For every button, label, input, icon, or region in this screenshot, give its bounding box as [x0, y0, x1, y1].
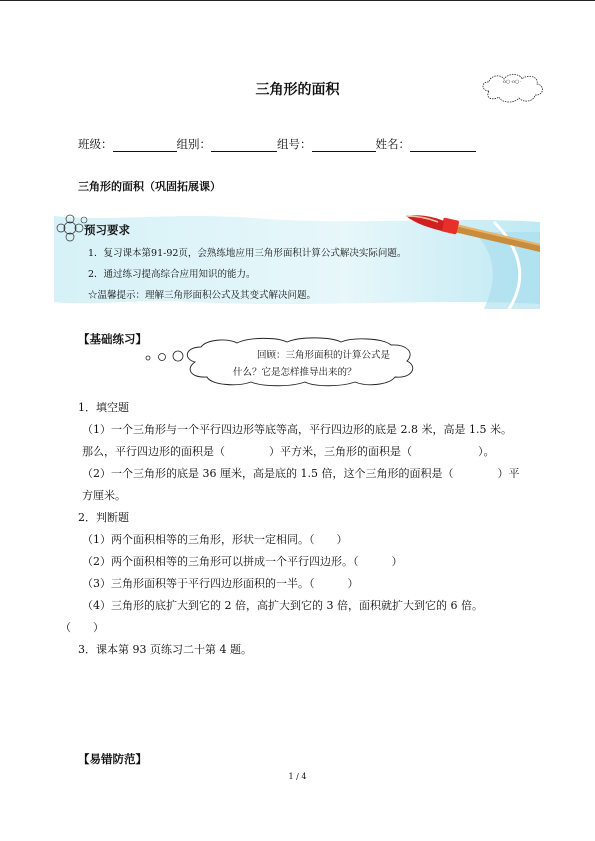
error-prevention-heading: 【易错防范】 [78, 752, 147, 766]
cloud-badge-decoration [479, 71, 545, 105]
class-blank[interactable] [113, 139, 177, 152]
q2-item-2: （2）两个面积相等的三角形可以拼成一个平行四边形。（ ） [82, 555, 403, 568]
lesson-subtitle: 三角形的面积（巩固拓展课） [78, 180, 221, 193]
preview-requirements-box [54, 212, 540, 309]
basic-practice-heading: 【基础练习】 [78, 332, 147, 346]
badge-label: ο○·ο○· [503, 79, 521, 85]
preview-tip: ☆温馨提示：理解三角形面积公式及其变式解决问题。 [88, 290, 317, 301]
preview-heading: 预习要求 [84, 223, 130, 237]
thought-cloud-icon [145, 337, 445, 387]
group-no-blank[interactable] [312, 139, 376, 152]
group-label: 组别： [176, 137, 211, 151]
bubble-text-line-2: 什么？它是怎样推导出来的？ [233, 367, 357, 378]
preview-item-2: 2．通过练习提高综合应用知识的能力。 [88, 269, 256, 280]
q2-item-4-line1: （4）三角形的底扩大到它的 2 倍，高扩大到它的 3 倍，面积就扩大到它的 6 倍。 [82, 599, 483, 612]
page-number: 1 / 4 [288, 772, 307, 781]
q1-part1-line1: （1）一个三角形与一个平行四边形等底等高，平行四边形的底是 2.8 米，高是 1.5 米。 [82, 423, 512, 436]
group-no-label: 组号： [277, 137, 312, 151]
q1-part2-line1: （2）一个三角形的底是 36 厘米，高是底的 1.5 倍，这个三角形的面积是（ ）平 [82, 467, 520, 480]
q2-item-1: （1）两个面积相等的三角形，形状一定相同。（ ） [82, 533, 348, 546]
q1-part1-line2: 那么，平行四边形的面积是（ ）平方米，三角形的面积是（ ）。 [82, 445, 495, 458]
group-blank[interactable] [211, 139, 277, 152]
review-thought-bubble [145, 337, 445, 387]
class-label: 班级： [78, 137, 113, 151]
q1-part2-line2: 方厘米。 [82, 489, 126, 502]
q2-item-4-line2: （ ） [60, 621, 104, 634]
bubble-text-line-1: 回顾：三角形面积的计算公式是 [257, 350, 391, 361]
preview-item-1: 1．复习课本第91-92页，会熟练地应用三角形面积计算公式解决实际问题。 [88, 248, 407, 259]
page-title: 三角形的面积 [255, 82, 340, 98]
paintbrush-icon [406, 212, 540, 256]
student-info-row [78, 136, 476, 152]
q2-title: 2．判断题 [78, 511, 129, 524]
q2-item-3: （3）三角形面积等于平行四边形面积的一半。（ ） [82, 577, 359, 590]
top-rule [0, 0, 595, 1]
q3-item: 3．课本第 93 页练习二十第 4 题。 [78, 643, 252, 656]
cloud-icon [479, 71, 545, 105]
name-label: 姓名： [375, 137, 410, 151]
q1-title: 1．填空题 [78, 401, 129, 414]
name-blank[interactable] [410, 139, 476, 152]
